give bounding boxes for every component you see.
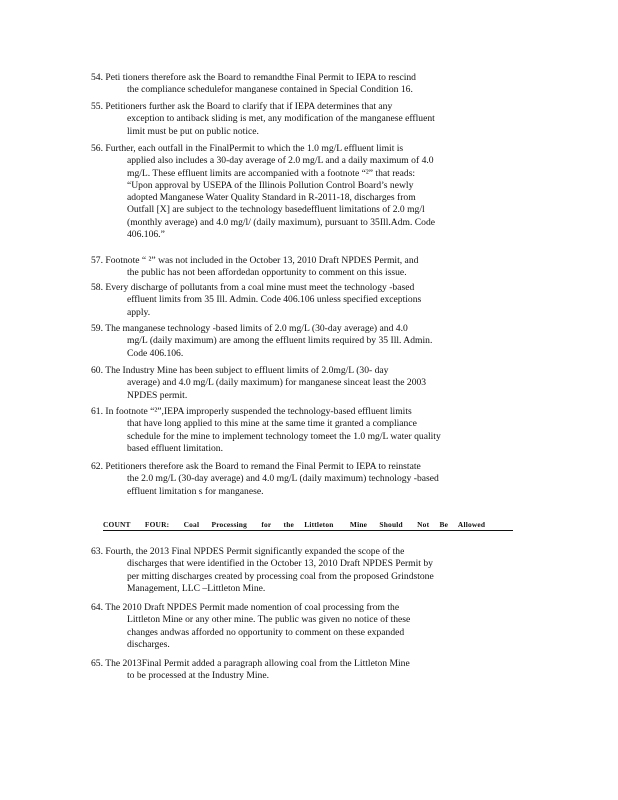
paragraph-line: adopted Manganese Water Quality Standard in R-2011-18, discharges from xyxy=(127,192,416,204)
paragraph-56 xyxy=(91,143,521,241)
paragraph-line: exception to antiback sliding is met, any modification of the manganese effluent xyxy=(127,113,435,125)
paragraph-line: effluent limits from 35 Ill. Admin. Code 406.106 unless specified exceptions xyxy=(127,294,422,306)
paragraph-57 xyxy=(91,255,521,280)
paragraph-line: Littleton Mine or any other mine. The public was given no notice of these xyxy=(127,614,411,626)
paragraph-60 xyxy=(91,365,521,402)
paragraph-line: 58. Every discharge of pollutants from a coal mine must meet the technology -based xyxy=(91,282,415,293)
paragraph-line: “Upon approval by USEPA of the Illinois Pollution Control Board’s newly xyxy=(127,179,414,191)
paragraph-line: the compliance schedulefor manganese contained in Special Condition 16. xyxy=(127,84,413,96)
paragraph-line: the 2.0 mg/L (30-day average) and 4.0 mg/L (daily maximum) technology -based xyxy=(127,473,439,485)
paragraph-line: average) and 4.0 mg/L (daily maximum) for manganese sinceat least the 2003 xyxy=(127,377,427,389)
paragraph-line: the public has not been affordedan opportunity to comment on this issue. xyxy=(127,267,407,279)
paragraph-line: apply. xyxy=(127,306,151,318)
paragraph-line: Management, LLC –Littleton Mine. xyxy=(127,582,266,594)
paragraph-line: 54. Peti tioners therefore ask the Board to remandthe Final Permit to IEPA to rescind xyxy=(91,72,416,83)
paragraph-58 xyxy=(91,282,521,319)
paragraph-line: NPDES permit. xyxy=(127,389,188,401)
paragraph-line: Code 406.106. xyxy=(127,347,184,359)
paragraph-line: 57. Footnote “ ²” was not included in the October 13, 2010 Draft NPDES Permit, and xyxy=(91,255,419,266)
paragraph-line: discharges. xyxy=(127,638,170,650)
paragraph-54 xyxy=(91,72,521,97)
paragraph-64 xyxy=(91,602,521,651)
paragraph-line: mg/L (daily maximum) are among the effluent limits required by 35 Ill. Admin. xyxy=(127,335,433,347)
paragraph-line: 61. In footnote “²”,IEPA improperly suspended the technology-based effluent limits xyxy=(91,406,412,417)
paragraph-59 xyxy=(91,323,521,360)
paragraph-line: (monthly average) and 4.0 mg/l/ (daily maximum), pursuant to 35Ill.Adm. Code xyxy=(127,216,436,228)
paragraph-line: effluent limitation s for manganese. xyxy=(127,485,264,497)
paragraph-line: per mitting discharges created by processing coal from the proposed Grindstone xyxy=(127,570,434,582)
paragraph-line: 55. Petitioners further ask the Board to clarify that if IEPA determines that any xyxy=(91,101,393,112)
paragraph-line: 60. The Industry Mine has been subject to effluent limits of 2.0mg/L (30- day xyxy=(91,365,389,376)
paragraph-line: 62. Petitioners therefore ask the Board to remand the Final Permit to IEPA to reinstate xyxy=(91,461,421,472)
paragraph-line: based effluent limitation. xyxy=(127,442,224,454)
paragraph-line: changes andwas afforded no opportunity to comment on these expanded xyxy=(127,626,405,638)
paragraph-line: 63. Fourth, the 2013 Final NPDES Permit significantly expanded the scope of the xyxy=(91,546,405,557)
paragraph-55 xyxy=(91,101,521,138)
count-four-heading: COUNT FOUR: Coal Processing for the Littleton Mine Should Not Be Allowed xyxy=(103,520,513,531)
paragraph-65 xyxy=(91,658,521,683)
paragraph-63 xyxy=(91,546,521,595)
paragraph-line: applied also includes a 30-day average of 2.0 mg/L and a daily maximum of 4.0 xyxy=(127,155,434,167)
paragraph-line: 64. The 2010 Draft NPDES Permit made nomention of coal processing from the xyxy=(91,602,400,613)
paragraph-61 xyxy=(91,406,521,455)
paragraph-line: 56. Further, each outfall in the FinalPermit to which the 1.0 mg/L effluent limit is xyxy=(91,143,404,154)
paragraph-line: 406.106.” xyxy=(127,229,165,241)
paragraph-line: to be processed at the Industry Mine. xyxy=(127,670,270,682)
paragraph-line: mg/L. These effluent limits are accompanied with a footnote “²” that reads: xyxy=(127,167,416,179)
paragraph-line: that have long applied to this mine at the same time it granted a compliance xyxy=(127,418,417,430)
paragraph-line: Outfall [X] are subject to the technology basedeffluent limitations of 2.0 mg/l xyxy=(127,204,425,216)
paragraph-line: schedule for the mine to implement technology tomeet the 1.0 mg/L water quality xyxy=(127,430,441,442)
paragraph-line: 59. The manganese technology -based limits of 2.0 mg/L (30-day average) and 4.0 xyxy=(91,323,408,334)
paragraph-line: discharges that were identified in the October 13, 2010 Draft NPDES Permit by xyxy=(127,558,433,570)
paragraph-line: 65. The 2013Final Permit added a paragraph allowing coal from the Littleton Mine xyxy=(91,658,410,669)
paragraph-62 xyxy=(91,461,521,498)
paragraph-line: limit must be put on public notice. xyxy=(127,125,259,137)
